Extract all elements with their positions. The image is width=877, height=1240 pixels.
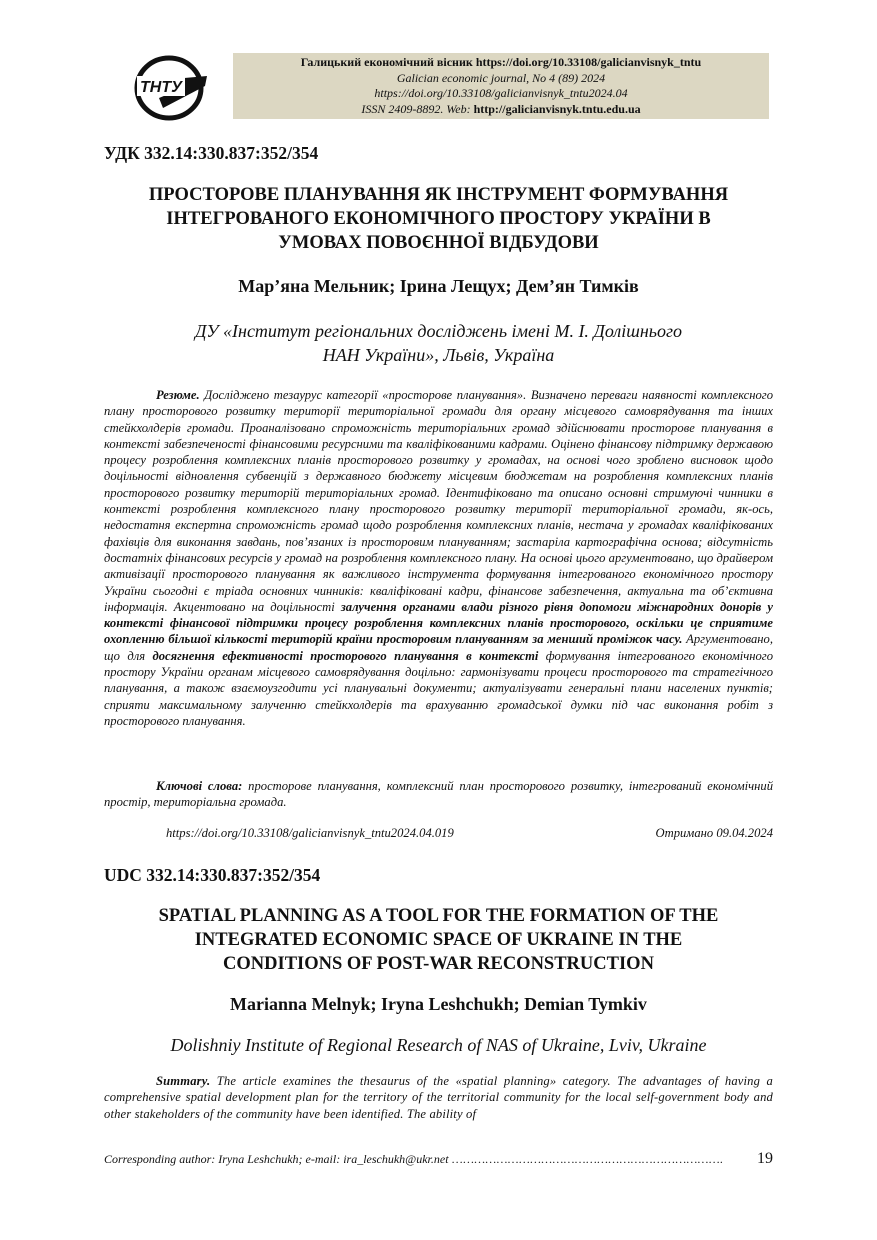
title-en-line: CONDITIONS OF POST-WAR RECONSTRUCTION <box>223 954 654 974</box>
abstract-text: формування інтегрованого економічного простору України органам місцевого самоврядування доцільно: гармонізувати процеси просторового та стратегічного планування, а також взаємоузгодити усі планувальні документи; актуалізувати генеральні плани населених пунктів; сприяти максимальному залученню стейкхолдерів та врахуванню громадської думки під час виконання робіт з просторового планування. <box>104 648 773 728</box>
header-line-1 <box>233 55 769 71</box>
institution-en: Dolishniy Institute of Regional Research of NAS of Ukraine, Lviv, Ukraine <box>170 1035 707 1055</box>
journal-doi-link[interactable]: https://doi.org/10.33108/galicianvisnyk_tntu <box>475 55 702 69</box>
corresponding-author: Corresponding author: Iryna Leshchukh; e-mail: ira_leschukh@ukr.net <box>104 1152 449 1166</box>
footer-dots: ………………………………………………………………. <box>448 1152 724 1166</box>
authors-ua: Мар’яна Мельник; Ірина Лещух; Дем’ян Тимків <box>238 276 639 296</box>
title-en <box>104 904 773 976</box>
title-ua-line: ПРОСТОРОВЕ ПЛАНУВАННЯ ЯК ІНСТРУМЕНТ ФОРМУВАННЯ <box>148 185 729 205</box>
institution-ua <box>104 319 773 367</box>
udc-ua: УДК 332.14:330.837:352/354 <box>104 143 319 163</box>
summary-label: Summary. <box>156 1074 211 1088</box>
logo-text: ТНТУ <box>140 79 182 96</box>
title-ua-line: ІНТЕГРОВАНОГО ЕКОНОМІЧНОГО ПРОСТОРУ УКРАЇНИ В <box>166 209 711 229</box>
institution-ua-line: ДУ «Інститут регіональних досліджень імені М. І. Долішнього <box>194 321 683 341</box>
authors-en: Marianna Melnyk; Iryna Leshchukh; Demian Tymkiv <box>230 994 647 1014</box>
title-en-line: INTEGRATED ECONOMIC SPACE OF UKRAINE IN THE <box>194 930 683 950</box>
keywords-label: Ключові слова: <box>156 779 243 793</box>
abstract-text: Досліджено тезаурус категорії «просторове планування». Визначено переваги наявності комплексного плану просторового розвитку території територіальної громади для органу місцевого самоврядування та інших стейкхолдерів громади. Проаналізовано спроможність територіальних громад здійснювати просторове планування в контексті забезпеченості фінансовими ресурсними та кваліфікованими кадрами. Оцінено фінансову підтримку державою процесу розроблення комплексних планів просторового розвитку у громадах, на основі чого зроблено висновок щодо доцільності відновлення субвенцій з державного бюджету місцевим бюджетам на розроблення комплексних планів просторового розвитку територій територіальних громад. Ідентифіковано та описано основні стримуючі чинники в контексті розроблення комплексного плану просторового розвитку території територіальної громади, як-ось, недостатня експертна спроможність громад щодо розроблення комплексних планів, нестача у громадах кваліфікованих фахівців для виконання завдань, пов’язаних із просторовим плануванням; застаріла картографічна основа; відсутність достатніх фінансових ресурсів у громад на розроблення комплексного плану. На основі цього аргументовано, що драйвером активізації просторового планування як важливого інструмента формування інтегрованого економічного простору України сьогодні є тріада основних чинників: кваліфіковані кадри, фінансове забезпечення, актуальна та об’єктивна інформація. Акцентовано на доцільності <box>104 388 773 614</box>
journal-name-ua: Галицький економічний вісник <box>300 55 476 69</box>
header-line-4 <box>233 102 769 118</box>
abstract-ua <box>104 387 773 729</box>
abstract-text: Аргументовано, що для <box>104 632 773 663</box>
issue-doi-link[interactable]: https://doi.org/10.33108/galicianvisnyk_tntu2024.04 <box>374 86 628 100</box>
title-ua-line: УМОВАХ ПОВОЄННОЇ ВІДБУДОВИ <box>278 233 599 253</box>
journal-name-en: Galician economic journal, No 4 (89) 2024 <box>396 70 606 85</box>
title-en-line: SPATIAL PLANNING AS A TOOL FOR THE FORMATION OF THE <box>158 906 719 926</box>
summary-en <box>104 1073 773 1122</box>
abstract-label: Резюме. <box>156 388 200 402</box>
abstract-highlight: залучення органами влади різного рівня допомоги міжнародних донорів у контексті фінансової підтримки процесу розроблення комплексних планів просторового, оскільки це сприятиме охопленню більшої кількості територій країни просторовим плануванням за менший проміжок часу. <box>104 599 773 647</box>
article-doi-link[interactable]: https://doi.org/10.33108/galicianvisnyk_tntu2024.04.019 <box>166 826 454 840</box>
summary-text: The article examines the thesaurus of the «spatial planning» category. The advantages of having a comprehensive spatial development plan for the territory of the territorial community for the local self-government body and other stakeholders of the community have been identified. The ability of <box>104 1074 773 1121</box>
keywords-ua <box>104 778 773 811</box>
udc-en: UDC 332.14:330.837:352/354 <box>104 865 321 885</box>
journal-logo <box>133 52 211 122</box>
abstract-highlight: досягнення ефективності просторового планування в контексті <box>152 648 539 663</box>
journal-web-link[interactable]: http://galicianvisnyk.tntu.edu.ua <box>473 101 641 116</box>
footer-corresponding <box>104 1152 773 1167</box>
keywords-text: просторове планування, комплексний план просторового розвитку, інтегрований економічний простір, територіальна громада. <box>104 779 773 810</box>
title-ua <box>104 183 773 255</box>
institution-ua-line: НАН України», Львів, Україна <box>322 345 555 365</box>
page-number: 19 <box>757 1150 773 1167</box>
received-date: Отримано 09.04.2024 <box>655 826 773 840</box>
journal-header <box>233 53 769 119</box>
issn: ISSN 2409-8892. Web: <box>361 101 474 116</box>
